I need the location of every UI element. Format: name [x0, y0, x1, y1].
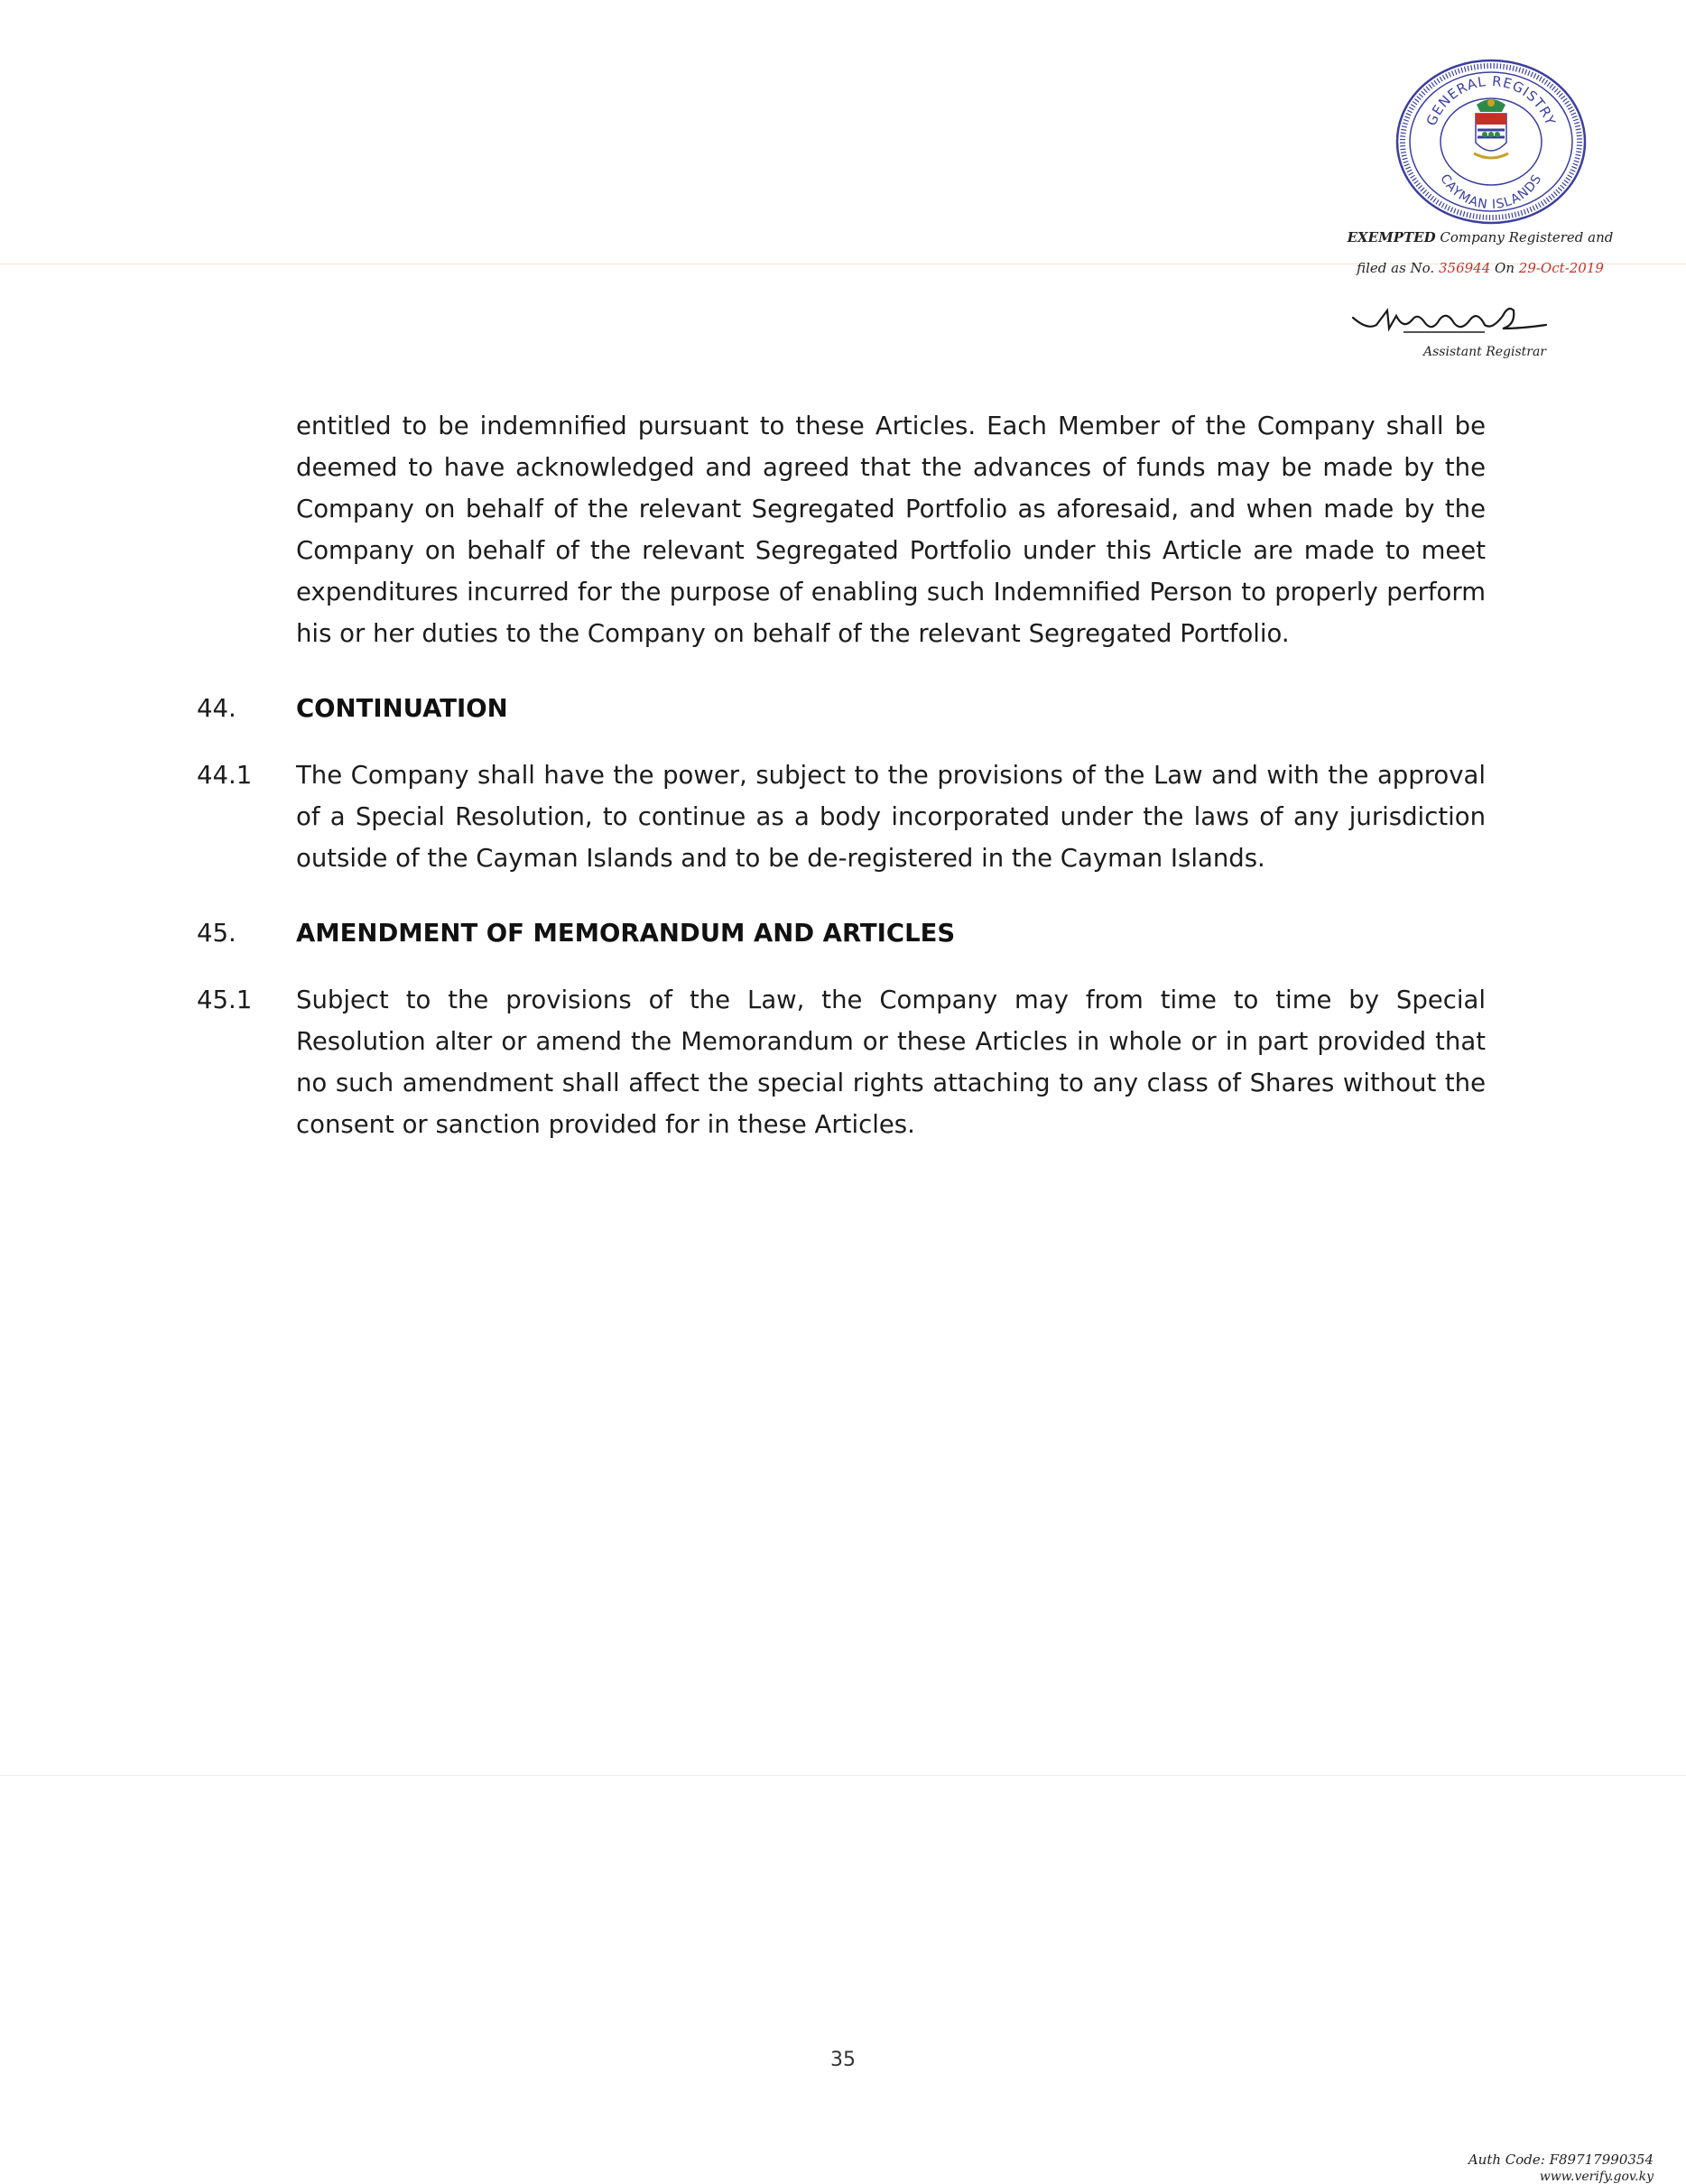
- scan-artifact-line: [0, 1775, 1686, 1776]
- stamp-filed-label: filed as No.: [1357, 260, 1435, 276]
- stamp-on-label: On: [1495, 260, 1515, 276]
- stamp-registration-number: 356944: [1438, 260, 1491, 276]
- coat-of-arms-icon: [1474, 99, 1508, 158]
- section-heading: CONTINUATION: [296, 694, 508, 723]
- clause-text: The Company shall have the power, subject to the provisions of the Law and with the approval of a Special Resolution, to continue as a body incorporated under the laws of any jurisdiction outside of the Cayman Islands and to be de-registered in the Cayman Islands.: [296, 761, 1486, 873]
- section-heading: AMENDMENT OF MEMORANDUM AND ARTICLES: [296, 919, 956, 948]
- verify-url: www.verify.gov.ky: [1539, 2170, 1654, 2184]
- assistant-registrar-label: Assistant Registrar: [1422, 345, 1546, 359]
- stamp-date: 29-Oct-2019: [1518, 260, 1604, 276]
- page-number: 35: [830, 2049, 856, 2071]
- stamp-registered-text: Company Registered and: [1440, 229, 1614, 245]
- stamp-exempted: EXEMPTED: [1347, 229, 1436, 245]
- stamp-line-2: [1327, 260, 1634, 276]
- clause-number: 45.1: [197, 986, 253, 1014]
- section-number: 45.: [197, 919, 236, 948]
- section-number: 44.: [197, 694, 236, 723]
- stamp-line-1: [1327, 229, 1634, 245]
- registrar-signature: [1349, 298, 1557, 343]
- clause-text: Subject to the provisions of the Law, the Company may from time to time by Special Resolution alter or amend the Memorandum or these Articles in whole or in part provided that no such amendment shall affect the special rights attaching to any class of Shares without the consent or sanction provided for in these Articles.: [296, 986, 1486, 1139]
- clause-number: 44.1: [197, 761, 253, 790]
- seal-top-text: GENERAL REGISTRY: [1422, 72, 1560, 128]
- continuation-paragraph: entitled to be indemnified pursuant to these Articles. Each Member of the Company shall be deemed to have acknowledged and agreed that the advances of funds may be made by the Company on behalf of the relevant Segregated Portfolio as aforesaid, and when made by the Company on behalf of the relevant Segregated Portfolio under this Article are made to meet expenditures incurred for the purpose of enabling such Indemnified Person to properly perform his or her duties to the Company on behalf of the relevant Segregated Portfolio.: [296, 412, 1486, 648]
- general-registry-seal-icon: [1393, 58, 1589, 226]
- seal-bottom-text: CAYMAN ISLANDS: [1437, 171, 1545, 213]
- auth-code: Auth Code: F89717990354: [1468, 2152, 1654, 2168]
- svg-text:CAYMAN ISLANDS: [1437, 171, 1544, 212]
